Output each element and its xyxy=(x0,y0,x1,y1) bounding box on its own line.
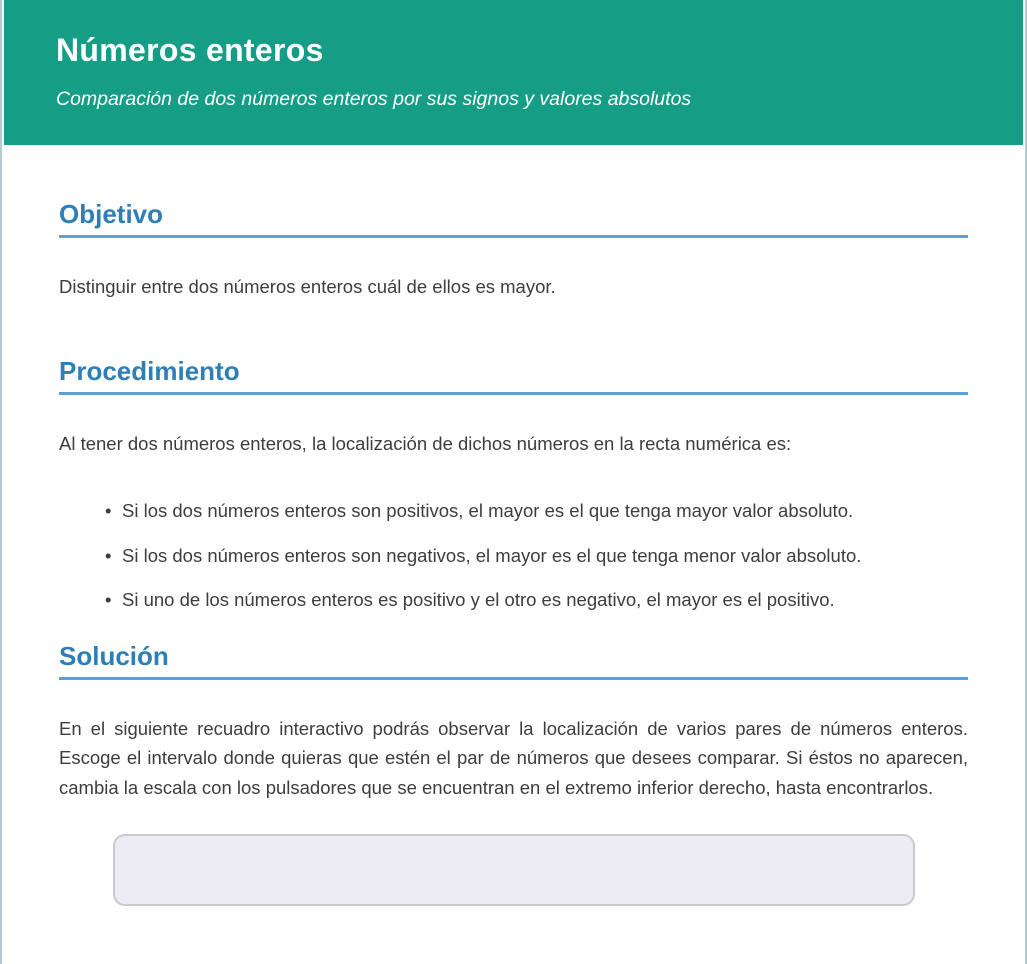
main-content xyxy=(2,199,1025,906)
procedimiento-bullet-list xyxy=(59,496,968,615)
bullet-item-negativos: • Si los dos números enteros son negativos, el mayor es el que tenga menor valor absoluto. xyxy=(105,541,968,571)
page-subtitle: Comparación de dos números enteros por sus signos y valores absolutos xyxy=(56,88,692,110)
objetivo-paragraph: Distinguir entre dos números enteros cuál de ellos es mayor. xyxy=(59,276,556,297)
section-procedimiento xyxy=(59,356,968,615)
bullet-item-positivos: • Si los dos números enteros son positivos, el mayor es el que tenga mayor valor absoluto. xyxy=(105,496,968,526)
section-solucion xyxy=(59,641,968,803)
solucion-paragraph: En el siguiente recuadro interactivo podrás observar la localización de varios pares de números enteros. Escoge el intervalo donde quieras que estén el par de números que desees comparar. Si éstos no aparecen, cambia la escala con los pulsadores que se encuentran en el extremo inferior derecho, hasta encontrarlos. xyxy=(59,717,968,798)
procedimiento-paragraph: Al tener dos números enteros, la localización de dichos números en la recta numérica es: xyxy=(59,432,792,454)
interactive-applet-panel[interactable] xyxy=(113,834,915,906)
section-objetivo xyxy=(59,199,968,302)
page-header xyxy=(4,0,1023,145)
page-title: Números enteros xyxy=(56,32,324,68)
heading-procedimiento: Procedimiento xyxy=(59,356,968,395)
bullet-item-mixto: • Si uno de los números enteros es positivo y el otro es negativo, el mayor es el positivo. xyxy=(105,585,968,615)
heading-objetivo: Objetivo xyxy=(59,199,968,238)
heading-solucion: Solución xyxy=(59,641,968,680)
